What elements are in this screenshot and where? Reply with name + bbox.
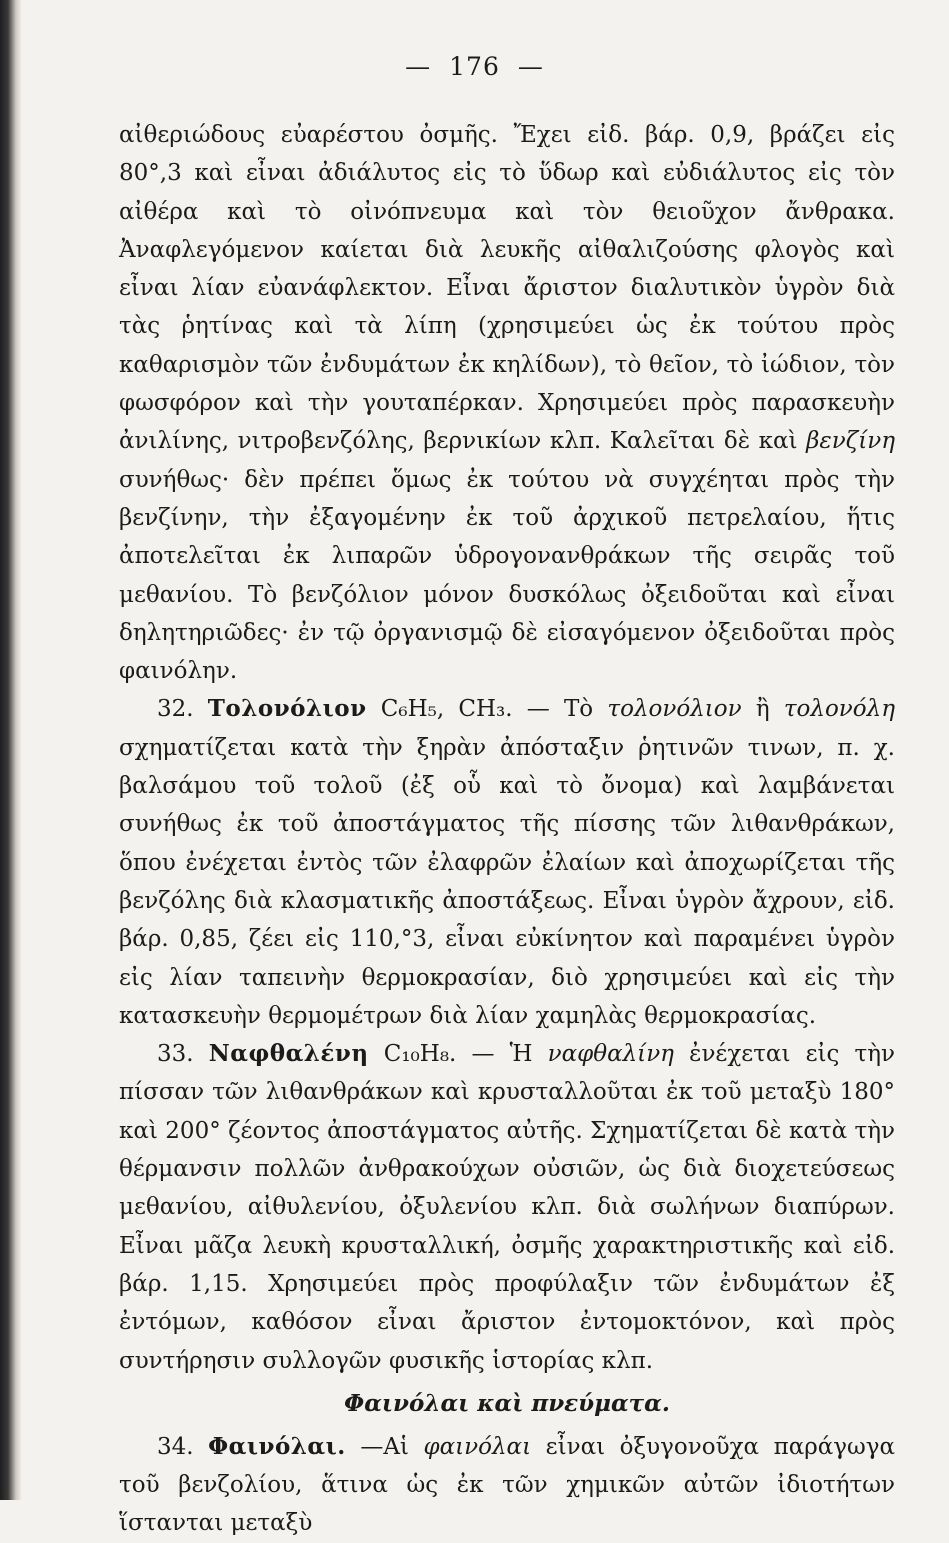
- section-number: 33.: [157, 1041, 194, 1068]
- chemical-formula: C₆H₅, CH₃. —: [380, 696, 550, 723]
- paragraph-text: σχηματίζεται κατὰ τὴν ξηρὰν ἀπόσταξιν ῥητινῶν τινων, π. χ. βαλσάμου τοῦ τολοῦ (ἐξ οὗ καὶ τὸ ὄνομα) καὶ λαμβάνεται συνήθως ἐκ τοῦ ἀποστάγματος τῆς πίσσης τῶν λιθανθράκων, ὅπου ἐνέχεται ἐντὸς τῶν ἐλαφρῶν ἐλαίων καὶ ἀποχωρίζεται τῆς βενζόλης διὰ κλασματικῆς ἀποστάξεως. Εἶναι ὑγρὸν ἄχρουν, εἰδ. βάρ. 0,85, ζέει εἰς 110,°3, εἶναι εὐκίνητον καὶ παραμένει ὑγρὸν εἰς λίαν ταπεινὴν θερμοκρασίαν, διὸ χρησιμεύει καὶ εἰς τὴν κατασκευὴν θερμομέτρων διὰ λίαν χαμηλὰς θερμοκρασίας.: [119, 734, 895, 1029]
- entry-heading: Τολονόλιον: [207, 695, 367, 723]
- paragraph-phenols: [119, 1428, 895, 1543]
- paragraph-toluene: [119, 690, 895, 1035]
- section-number: 32.: [157, 696, 194, 723]
- text-block: [119, 116, 895, 1543]
- page-number-value: 176: [449, 52, 500, 81]
- italic-term: βενζίνη: [806, 428, 895, 455]
- book-spine-shadow: [0, 0, 22, 1500]
- italic-term: φαινόλαι: [423, 1433, 532, 1460]
- paragraph-text: ἢ: [755, 696, 770, 723]
- paragraph-text: —Αἱ: [360, 1433, 409, 1460]
- paragraph-text: αἰθεριώδους εὐαρέστου ὀσμῆς. Ἔχει εἰδ. βάρ. 0,9, βράζει εἰς 80°,3 καὶ εἶναι ἀδιάλυτος εἰς τὸ ὕδωρ καὶ εὐδιάλυτος εἰς τὸν αἰθέρα καὶ τὸ οἰνόπνευμα καὶ τὸν θειοῦχον ἄνθρακα. Ἀναφλεγόμενον καίεται διὰ λευκῆς αἰθαλιζούσης φλογὸς καὶ εἶναι λίαν εὐανάφλεκτον. Εἶναι ἄριστον διαλυτικὸν ὑγρὸν διὰ τὰς ῥητίνας καὶ τὰ λίπη (χρησιμεύει ὡς ἐκ τούτου πρὸς καθαρισμὸν τῶν ἐνδυμάτων ἐκ κηλίδων), τὸ θεῖον, τὸ ἰώδιον, τὸν φωσφόρον καὶ τὴν γουταπέρκαν. Χρησιμεύει πρὸς παρασκευὴν ἀνιλίνης, νιτροβενζόλης, βερνικίων κλπ. Καλεῖται δὲ καὶ: [119, 122, 895, 455]
- entry-heading: Ναφθαλένη: [208, 1040, 369, 1068]
- paragraph-text: συνήθως· δὲν πρέπει ὅμως ἐκ τούτου νὰ συγχέηται πρὸς τὴν βενζίνην, τὴν ἐξαγομένην ἐκ τοῦ ἀρχικοῦ πετρελαίου, ἥτις ἀποτελεῖται ἐκ λιπαρῶν ὑδρογονανθράκων τῆς σειρᾶς τοῦ μεθανίου. Τὸ βενζόλιον μόνον δυσκόλως ὀξειδοῦται καὶ εἶναι δηλητηριῶδες· ἐν τῷ ὀργανισμῷ δὲ εἰσαγόμενον ὀξειδοῦται πρὸς φαινόλην.: [119, 466, 895, 685]
- paragraph-text: ἐνέχεται εἰς τὴν πίσσαν τῶν λιθανθράκων καὶ κρυσταλλοῦται ἐκ τοῦ μεταξὺ 180° καὶ 200° ζέοντος ἀποστάγματος αὐτῆς. Σχηματίζεται δὲ κατὰ τὴν θέρμανσιν πολλῶν ἀνθρακούχων οὐσιῶν, ὡς διὰ διοχετεύσεως μεθανίου, αἰθυλενίου, ὀξυλενίου κλπ. διὰ σωλήνων διαπύρων. Εἶναι μᾶζα λευκὴ κρυσταλλική, ὀσμῆς χαρακτηριστικῆς καὶ εἰδ. βάρ. 1,15. Χρησιμεύει πρὸς προφύλαξιν τῶν ἐνδυμάτων ἐξ ἐντόμων, καθόσον εἶναι ἄριστον ἐντομοκτόνον, καὶ πρὸς συντήρησιν συλλογῶν φυσικῆς ἱστορίας κλπ.: [119, 1041, 896, 1374]
- italic-term: ναφθαλίνη: [547, 1041, 674, 1068]
- italic-term: τολονόλη: [783, 696, 895, 723]
- page-number-dash-right: —: [517, 52, 544, 81]
- paragraph-text: Τὸ: [563, 696, 594, 723]
- paragraph-naphthalene: [119, 1035, 895, 1380]
- entry-heading: Φαινόλαι.: [208, 1432, 346, 1460]
- chemical-formula: C₁₀H₈. —: [383, 1041, 495, 1068]
- section-number: 34.: [157, 1433, 194, 1460]
- page-number-dash-left: —: [405, 52, 432, 81]
- italic-term: τολονόλιον: [607, 696, 742, 723]
- page-number: [0, 52, 949, 81]
- paragraph-text: εἶναι ὀξυγονοῦχα παράγωγα τοῦ βενζολίου, ἅτινα ὡς ἐκ τῶν χημικῶν αὐτῶν ἰδιοτήτων ἵστανται μεταξὺ: [119, 1433, 896, 1537]
- section-title: Φαινόλαι καὶ πνεύματα.: [344, 1389, 670, 1417]
- paragraph-text: Ἡ: [509, 1041, 533, 1068]
- paragraph-benzene: [119, 116, 895, 690]
